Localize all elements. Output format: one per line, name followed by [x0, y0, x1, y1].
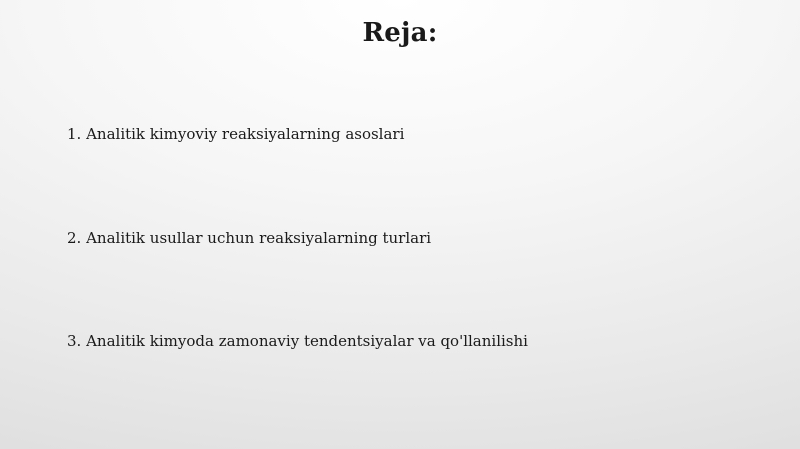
outline-item-2: 2. Analitik usullar uchun reaksiyalarning turlari [67, 229, 432, 247]
slide-title: Reja: [362, 18, 438, 48]
outline-item-3: 3. Analitik kimyoda zamonaviy tendentsiyalar va qo'llanilishi [67, 332, 528, 350]
outline-item-1: 1. Analitik kimyoviy reaksiyalarning asoslari [67, 125, 405, 143]
